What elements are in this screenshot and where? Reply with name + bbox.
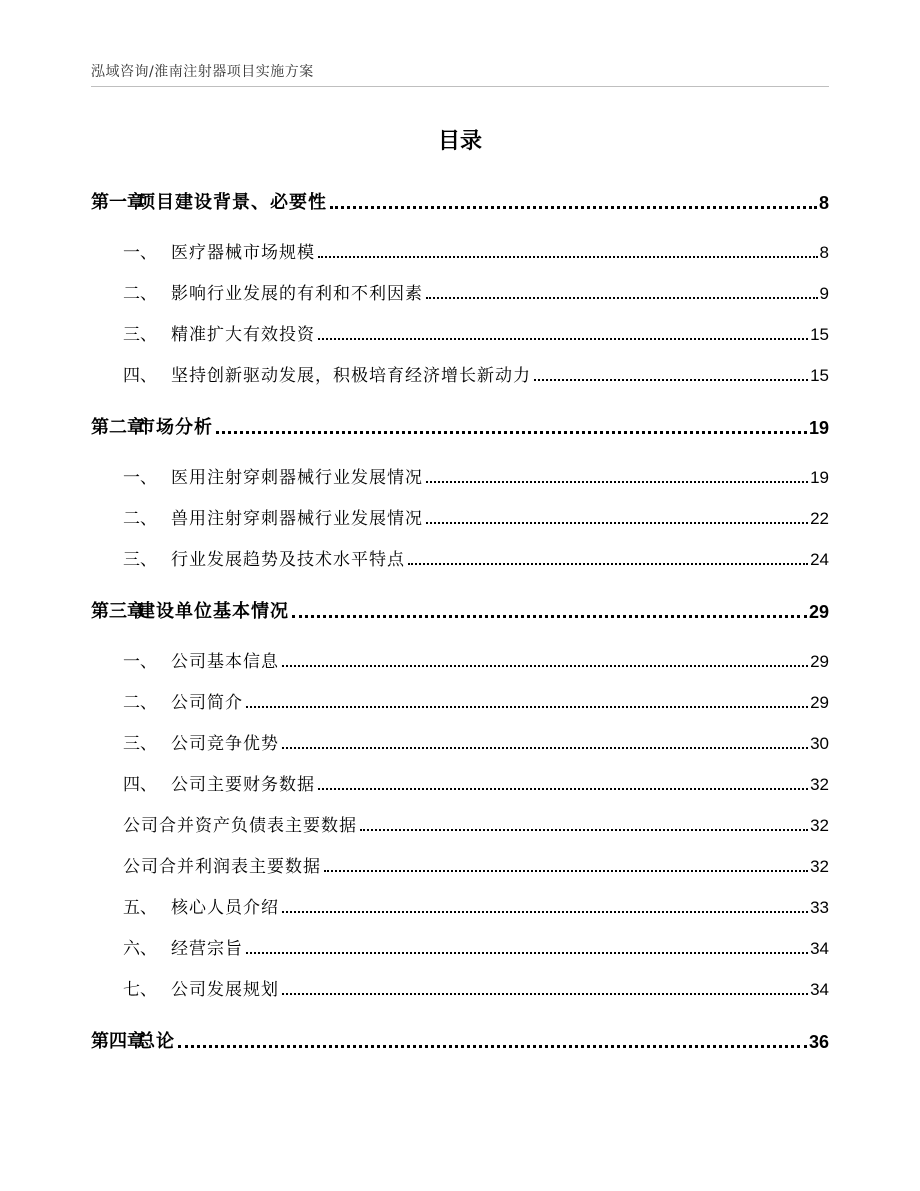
toc-chapter-title: 建设单位基本情况 [137,601,289,622]
toc-leader-dots [282,747,808,749]
toc-page-number: 29 [810,693,829,712]
toc-leader-dots [360,829,808,831]
toc-section-number: 一、 [123,243,157,263]
toc-section-title: 公司简介 [171,693,243,713]
toc-title: 目录 [437,129,482,154]
toc-section-title: 公司主要财务数据 [171,775,315,795]
toc-section-2-3[interactable] [91,546,829,570]
toc-leader-dots [282,993,808,995]
toc-section-title: 公司竞争优势 [171,734,279,754]
toc-page-number: 24 [810,550,829,569]
toc-section-3-5[interactable] [91,894,829,918]
toc-section-3-6[interactable] [91,935,829,959]
toc-section-title: 经营宗旨 [171,939,243,959]
toc-section-3-2[interactable] [91,689,829,713]
toc-section-1-4[interactable] [91,362,829,386]
toc-section-title: 行业发展趋势及技术水平特点 [171,550,405,570]
toc-section-number: 二、 [123,509,157,529]
toc-section-number: 三、 [123,734,157,754]
toc-page-number: 34 [810,980,829,999]
toc-leader-dots [426,522,808,524]
header-divider [91,86,829,87]
toc-section-3-4[interactable] [91,771,829,795]
toc-section-title: 精准扩大有效投资 [171,325,315,345]
toc-page-number: 8 [818,193,829,213]
toc-page-number: 33 [810,898,829,917]
toc-chapter-number: 第四章 [91,1031,145,1052]
toc-page-number: 34 [810,939,829,958]
toc-section-number: 二、 [123,693,157,713]
toc-page-number: 30 [810,734,829,753]
toc-page-number: 32 [810,816,829,835]
toc-section-2-1[interactable] [91,464,829,488]
toc-section-title: 核心人员介绍 [171,898,279,918]
toc-page-number: 8 [819,243,829,262]
toc-section-number: 五、 [123,898,157,918]
toc-chapter-4[interactable] [91,1027,829,1053]
toc-page-number: 22 [810,509,829,528]
toc-chapter-title: 市场分析 [137,417,213,438]
toc-leader-dots [246,706,808,708]
toc-page-number: 29 [808,602,829,622]
toc-section-number: 一、 [123,652,157,672]
toc-section-title: 坚持创新驱动发展，积极培育经济增长新动力 [171,366,531,386]
toc-leader-dots [246,952,808,954]
toc-leader-dots [178,1045,807,1048]
toc-chapter-2[interactable] [91,413,829,439]
toc-section-title: 影响行业发展的有利和不利因素 [171,284,423,304]
toc-section-number: 四、 [123,366,157,386]
page-header: 泓域咨询/淮南注射器项目实施方案 [91,64,314,80]
toc-chapter-3[interactable] [91,597,829,623]
toc-section-number: 三、 [123,550,157,570]
toc-leader-dots [216,431,807,434]
toc-section-number: 七、 [123,980,157,1000]
toc-leader-dots [282,911,808,913]
toc-subsection-balance-sheet[interactable] [91,812,829,836]
toc-chapter-1[interactable] [91,188,829,214]
toc-leader-dots [318,338,808,340]
toc-section-number: 六、 [123,939,157,959]
toc-leader-dots [318,256,818,258]
toc-section-title: 公司基本信息 [171,652,279,672]
toc-section-number: 四、 [123,775,157,795]
toc-section-3-3[interactable] [91,730,829,754]
toc-section-title: 公司合并利润表主要数据 [123,857,321,877]
toc-subsection-income-statement[interactable] [91,853,829,877]
toc-leader-dots [282,665,808,667]
toc-section-title: 医用注射穿刺器械行业发展情况 [171,468,423,488]
toc-page-number: 29 [810,652,829,671]
toc-section-1-3[interactable] [91,321,829,345]
toc-page-number: 32 [810,775,829,794]
toc-section-1-1[interactable] [91,239,829,263]
toc-section-number: 二、 [123,284,157,304]
toc-section-title: 兽用注射穿刺器械行业发展情况 [171,509,423,529]
toc-section-2-2[interactable] [91,505,829,529]
toc-section-number: 一、 [123,468,157,488]
toc-page-number: 15 [810,325,829,344]
toc-leader-dots [426,481,808,483]
toc-section-title: 医疗器械市场规模 [171,243,315,263]
toc-leader-dots [534,379,808,381]
toc-page-number: 36 [808,1032,829,1052]
toc-chapter-title: 总论 [137,1031,175,1052]
toc-page-number: 19 [810,468,829,487]
toc-page-number: 9 [819,284,829,303]
toc-chapter-number: 第二章 [91,417,145,438]
toc-leader-dots [408,563,808,565]
toc-section-1-2[interactable] [91,280,829,304]
toc-leader-dots [324,870,808,872]
toc-section-title: 公司发展规划 [171,980,279,1000]
toc-page-number: 15 [810,366,829,385]
toc-chapter-number: 第三章 [91,601,145,622]
toc-page-number: 19 [808,418,829,438]
toc-section-number: 三、 [123,325,157,345]
toc-page-number: 32 [810,857,829,876]
toc-chapter-number: 第一章 [91,192,145,213]
toc-leader-dots [330,206,817,209]
toc-section-title: 公司合并资产负债表主要数据 [123,816,357,836]
toc-section-3-1[interactable] [91,648,829,672]
toc-leader-dots [318,788,808,790]
toc-section-3-7[interactable] [91,976,829,1000]
toc-leader-dots [426,297,818,299]
toc-chapter-title: 项目建设背景、必要性 [137,192,327,213]
toc-leader-dots [292,615,807,618]
